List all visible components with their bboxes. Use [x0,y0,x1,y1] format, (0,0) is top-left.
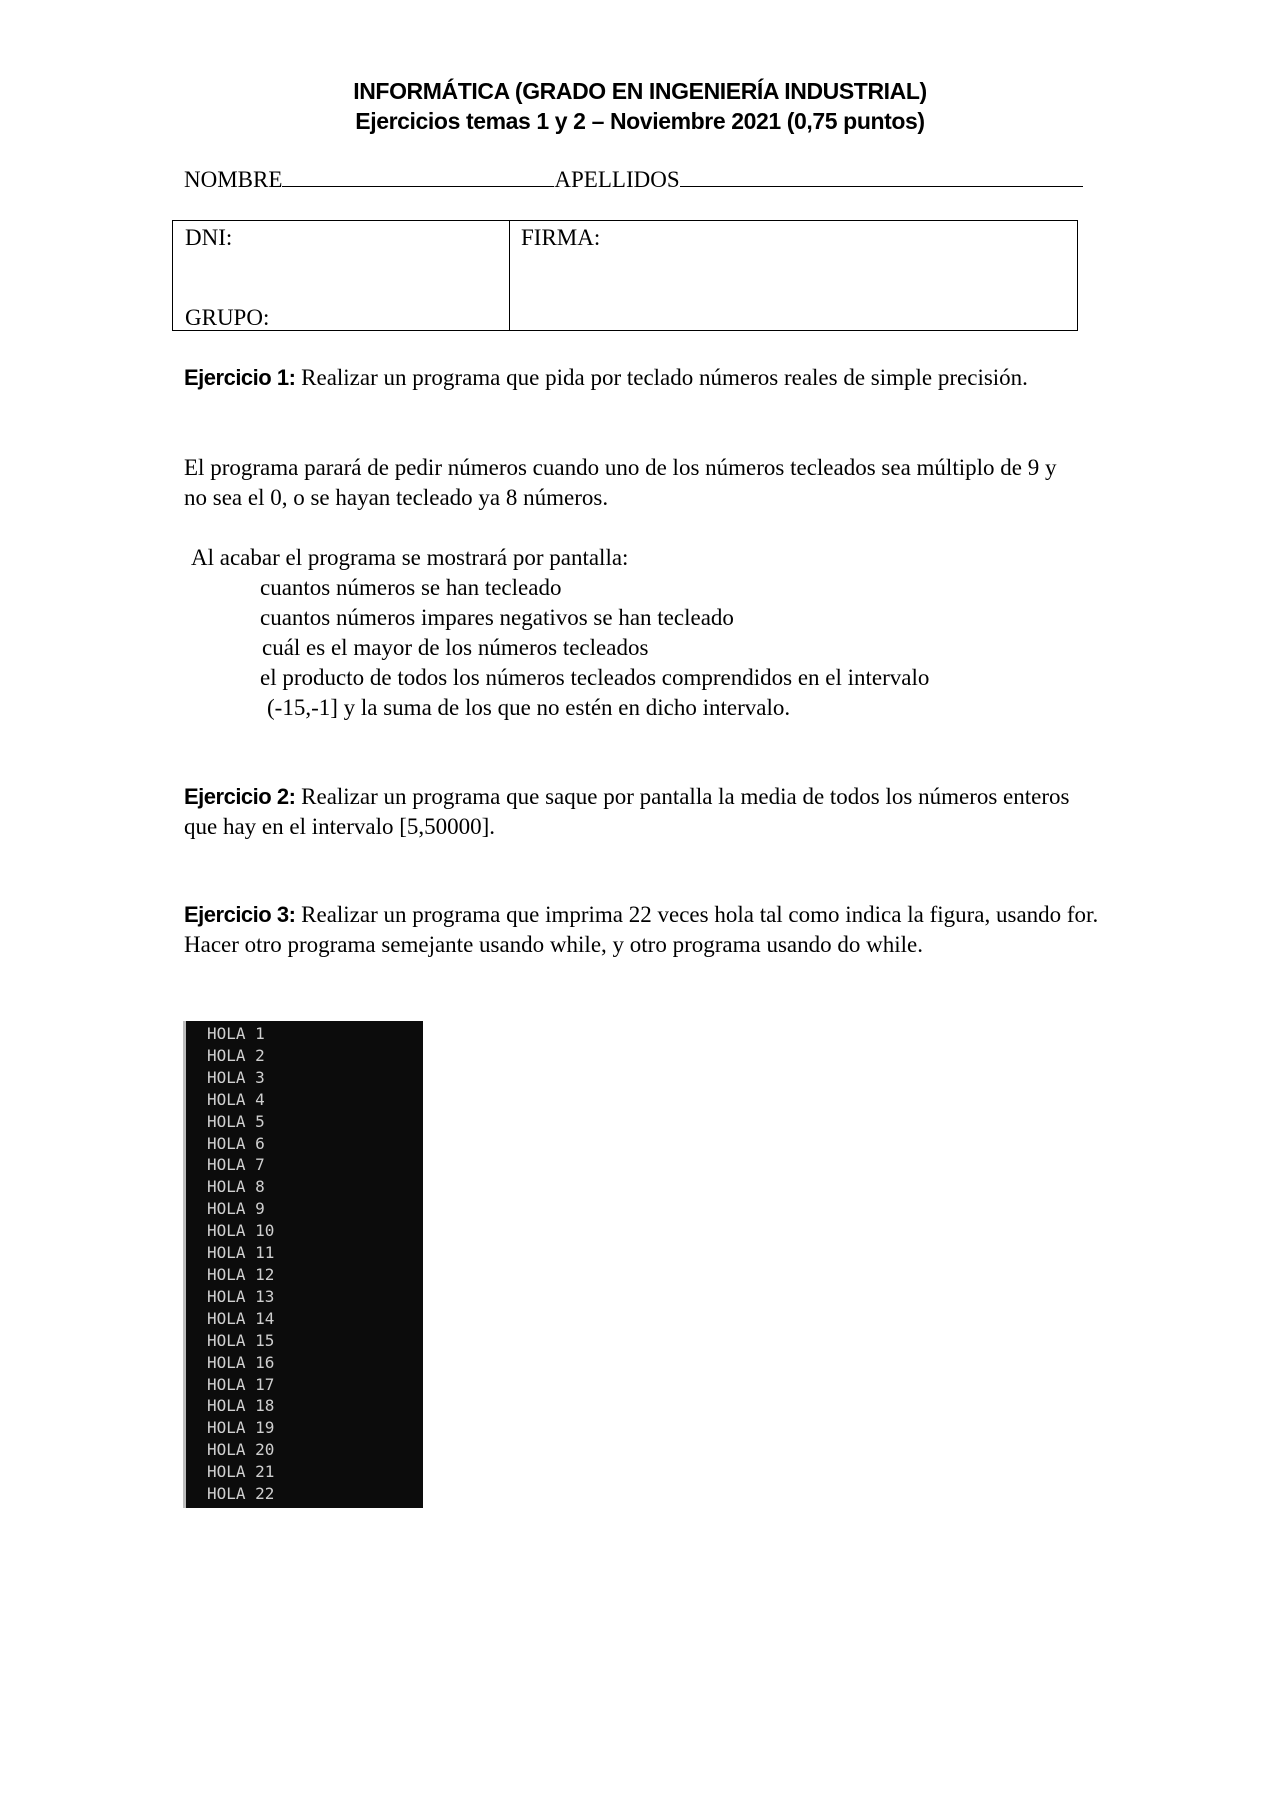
table-divider [509,221,510,330]
console-line: HOLA 4 [207,1089,265,1109]
console-line: HOLA 3 [207,1067,265,1087]
dni-label: DNI: [185,225,233,250]
id-table [172,220,1078,331]
ejercicio-3-statement [184,900,1104,960]
ejercicio-2-text: Realizar un programa que saque por pantalla la media de todos los números enteros que hay en el intervalo [5,50000]. [184,784,1070,839]
console-line: HOLA 17 [207,1374,275,1394]
ejercicio-1-item: cuantos números se han tecleado [260,575,562,600]
console-line: HOLA 20 [207,1440,275,1460]
firma-label: FIRMA: [521,225,601,250]
console-line: HOLA 6 [207,1133,265,1153]
console-line: HOLA 18 [207,1396,275,1416]
console-output-figure [183,1021,423,1508]
console-line: HOLA 12 [207,1264,275,1284]
ejercicio-2-statement [184,782,1104,842]
ejercicio-1-stop-condition: El programa parará de pedir números cuando uno de los números tecleados sea múltiplo de 9 y no sea el 0, o se hayan tecleado ya 8 números. [184,455,1057,510]
document-subtitle: Ejercicios temas 1 y 2 – Noviembre 2021 (0,75 puntos) [355,108,925,134]
document-title: INFORMÁTICA (GRADO EN INGENIERÍA INDUSTRIAL) [353,78,927,104]
apellidos-field[interactable] [680,166,1083,187]
console-line: HOLA 11 [207,1243,275,1263]
ejercicio-3-text: Realizar un programa que imprima 22 veces hola tal como indica la figura, usando for. Hacer otro programa semejante usando while, y otro programa usando do while. [184,902,1099,957]
console-line: HOLA 13 [207,1286,275,1306]
ejercicio-1-output-intro: Al acabar el programa se mostrará por pantalla: [191,545,629,570]
console-line: HOLA 5 [207,1111,265,1131]
console-line: HOLA 9 [207,1199,265,1219]
console-line: HOLA 7 [207,1155,265,1175]
console-line: HOLA 16 [207,1352,275,1372]
console-line: HOLA 1 [207,1024,265,1043]
ejercicio-1-item: cuantos números impares negativos se han tecleado [260,605,734,630]
ejercicio-2-label: Ejercicio 2: [184,784,296,809]
ejercicio-1-item: el producto de todos los números tecleados comprendidos en el intervalo [260,665,930,690]
name-line [184,166,1083,193]
console-line: HOLA 21 [207,1462,275,1482]
console-line: HOLA 22 [207,1484,275,1504]
apellidos-label: APELLIDOS [554,167,680,192]
nombre-field[interactable] [282,166,554,187]
console-line: HOLA 15 [207,1330,275,1350]
console-line: HOLA 19 [207,1418,275,1438]
ejercicio-1-label: Ejercicio 1: [184,365,296,390]
ejercicio-3-label: Ejercicio 3: [184,902,296,927]
grupo-label: GRUPO: [185,305,270,330]
console-line: HOLA 10 [207,1221,275,1241]
console-line: HOLA 2 [207,1045,265,1065]
ejercicio-1-text: Realizar un programa que pida por teclado números reales de simple precisión. [295,365,1028,390]
console-line: HOLA 8 [207,1177,265,1197]
console-edge [183,1021,186,1508]
ejercicio-1-statement [184,363,1064,393]
ejercicio-1-item: cuál es el mayor de los números tecleados [262,635,649,660]
console-line: HOLA 14 [207,1308,275,1328]
console-lines [207,1023,274,1505]
nombre-label: NOMBRE [184,167,283,192]
ejercicio-1-item: (-15,-1] y la suma de los que no estén en dicho intervalo. [267,695,791,720]
